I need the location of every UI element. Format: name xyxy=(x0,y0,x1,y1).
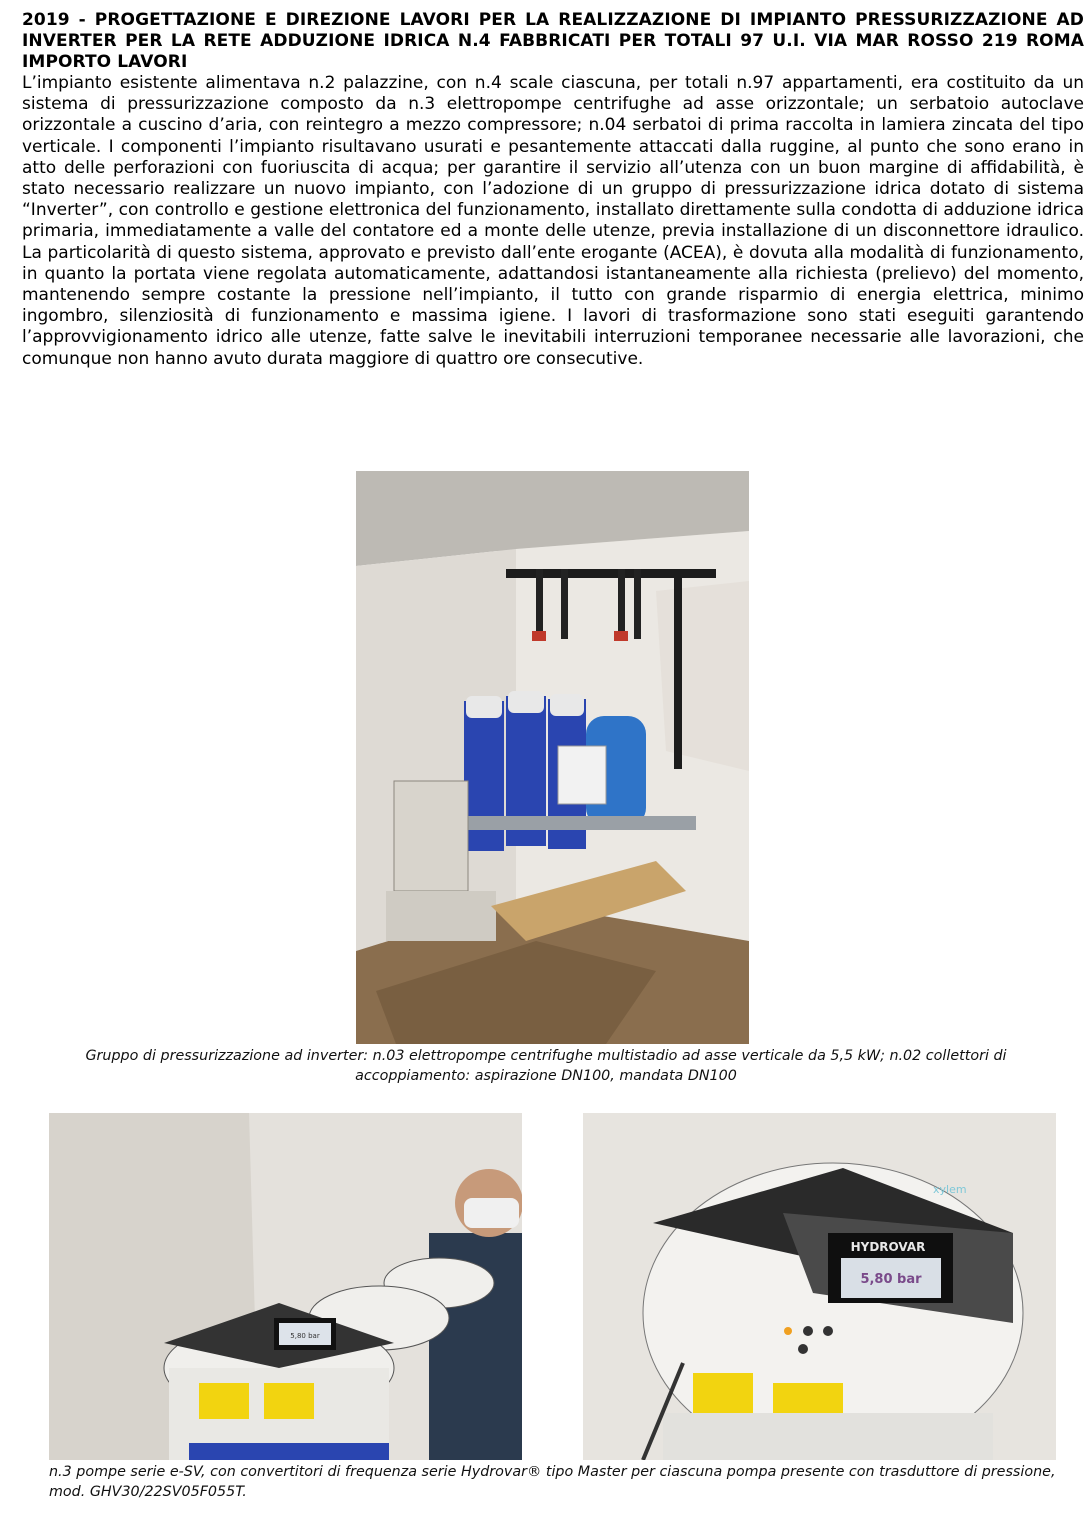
brand-label: HYDROVAR xyxy=(850,1240,926,1254)
panel-reading: 5,80 bar xyxy=(860,1272,922,1287)
document-body: L’impianto esistente alimentava n.2 palazzine, con n.4 scale ciascuna, per totali n.97 appartamenti, era costituito da un sistema di pressurizzazione composto da n.3 elettropompe centrifughe ad asse orizzontale; un serbatoio autoclave orizzontale a cuscino d’aria, con reintegro a mezzo compressore; n.04 serbatoi di prima raccolta in lamiera zincata del tipo verticale. I componenti l’impianto risultavano usurati e pesantemente attaccati dalla ruggine, al punto che sono erano in atto delle perforazioni con fuoriuscita di acqua; per garantire il servizio all’utenza con un buon margine di affidabilità, è stato necessario realizzare un nuovo impianto, con l’adozione di un gruppo di pressurizzazione idrica dotato di sistema “Inverter”, con controllo e gestione elettronica del funzionamento, installato direttamente sulla condotta di adduzione idrica primaria, immediatamente a valle del contatore ed a monte delle utenze, previa installazione di un disconnettore idraulico. La particolarità di questo sistema, approvato e previsto dall’ente erogante (ACEA), è dovuta alla modalità di funzionamento, in quanto la portata viene regolata automaticamente, adattandosi istantaneamente alla richiesta (prelievo) del momento, mantenendo sempre costante la pressione nell’impianto, il tutto con grande risparmio di energia elettrica, minimo ingombro, silenziosità di funzionamento e massima igiene. I lavori di trasformazione sono stati eseguiti garantendo l’approvvigionamento idrico alle utenze, fatte salve le inevitabili interruzioni temporanee necessarie alle lavorazioni, che comunque non hanno avuto durata maggiore di quattro ore consecutive. xyxy=(22,73,1084,369)
pumps-operator-image xyxy=(49,1113,522,1460)
photo-pumps-operator xyxy=(49,1113,522,1460)
document-title: 2019 - PROGETTAZIONE E DIREZIONE LAVORI PER LA REALIZZAZIONE DI IMPIANTO PRESSURIZZAZIONE AD INVERTER PER LA RETE ADDUZIONE IDRICA N.4 FABBRICATI PER TOTALI 97 U.I. VIA MAR ROSSO 219 ROMA IMPORTO LAVORI xyxy=(22,10,1084,72)
photo-hydrovar-panel xyxy=(583,1113,1056,1460)
photo-pump-room xyxy=(356,471,749,1044)
caption-figure-1: Gruppo di pressurizzazione ad inverter: n.03 elettropompe centrifughe multistadio ad asse verticale da 5,5 kW; n.02 collettori di accoppiamento: aspirazione DN100, mandata DN100 xyxy=(85,1048,1007,1084)
small-panel-reading: 5,80 bar xyxy=(290,1332,320,1340)
caption-figure-2: n.3 pompe serie e-SV, con convertitori di frequenza serie Hydrovar® tipo Master per ciascuna pompa presente con trasduttore di pressione, mod. GHV30/22SV05F055T. xyxy=(49,1464,1056,1500)
pump-room-image xyxy=(356,471,749,1044)
hydrovar-panel-image xyxy=(583,1113,1056,1460)
document-page xyxy=(22,10,1084,370)
maker-label: xylem xyxy=(933,1183,967,1196)
